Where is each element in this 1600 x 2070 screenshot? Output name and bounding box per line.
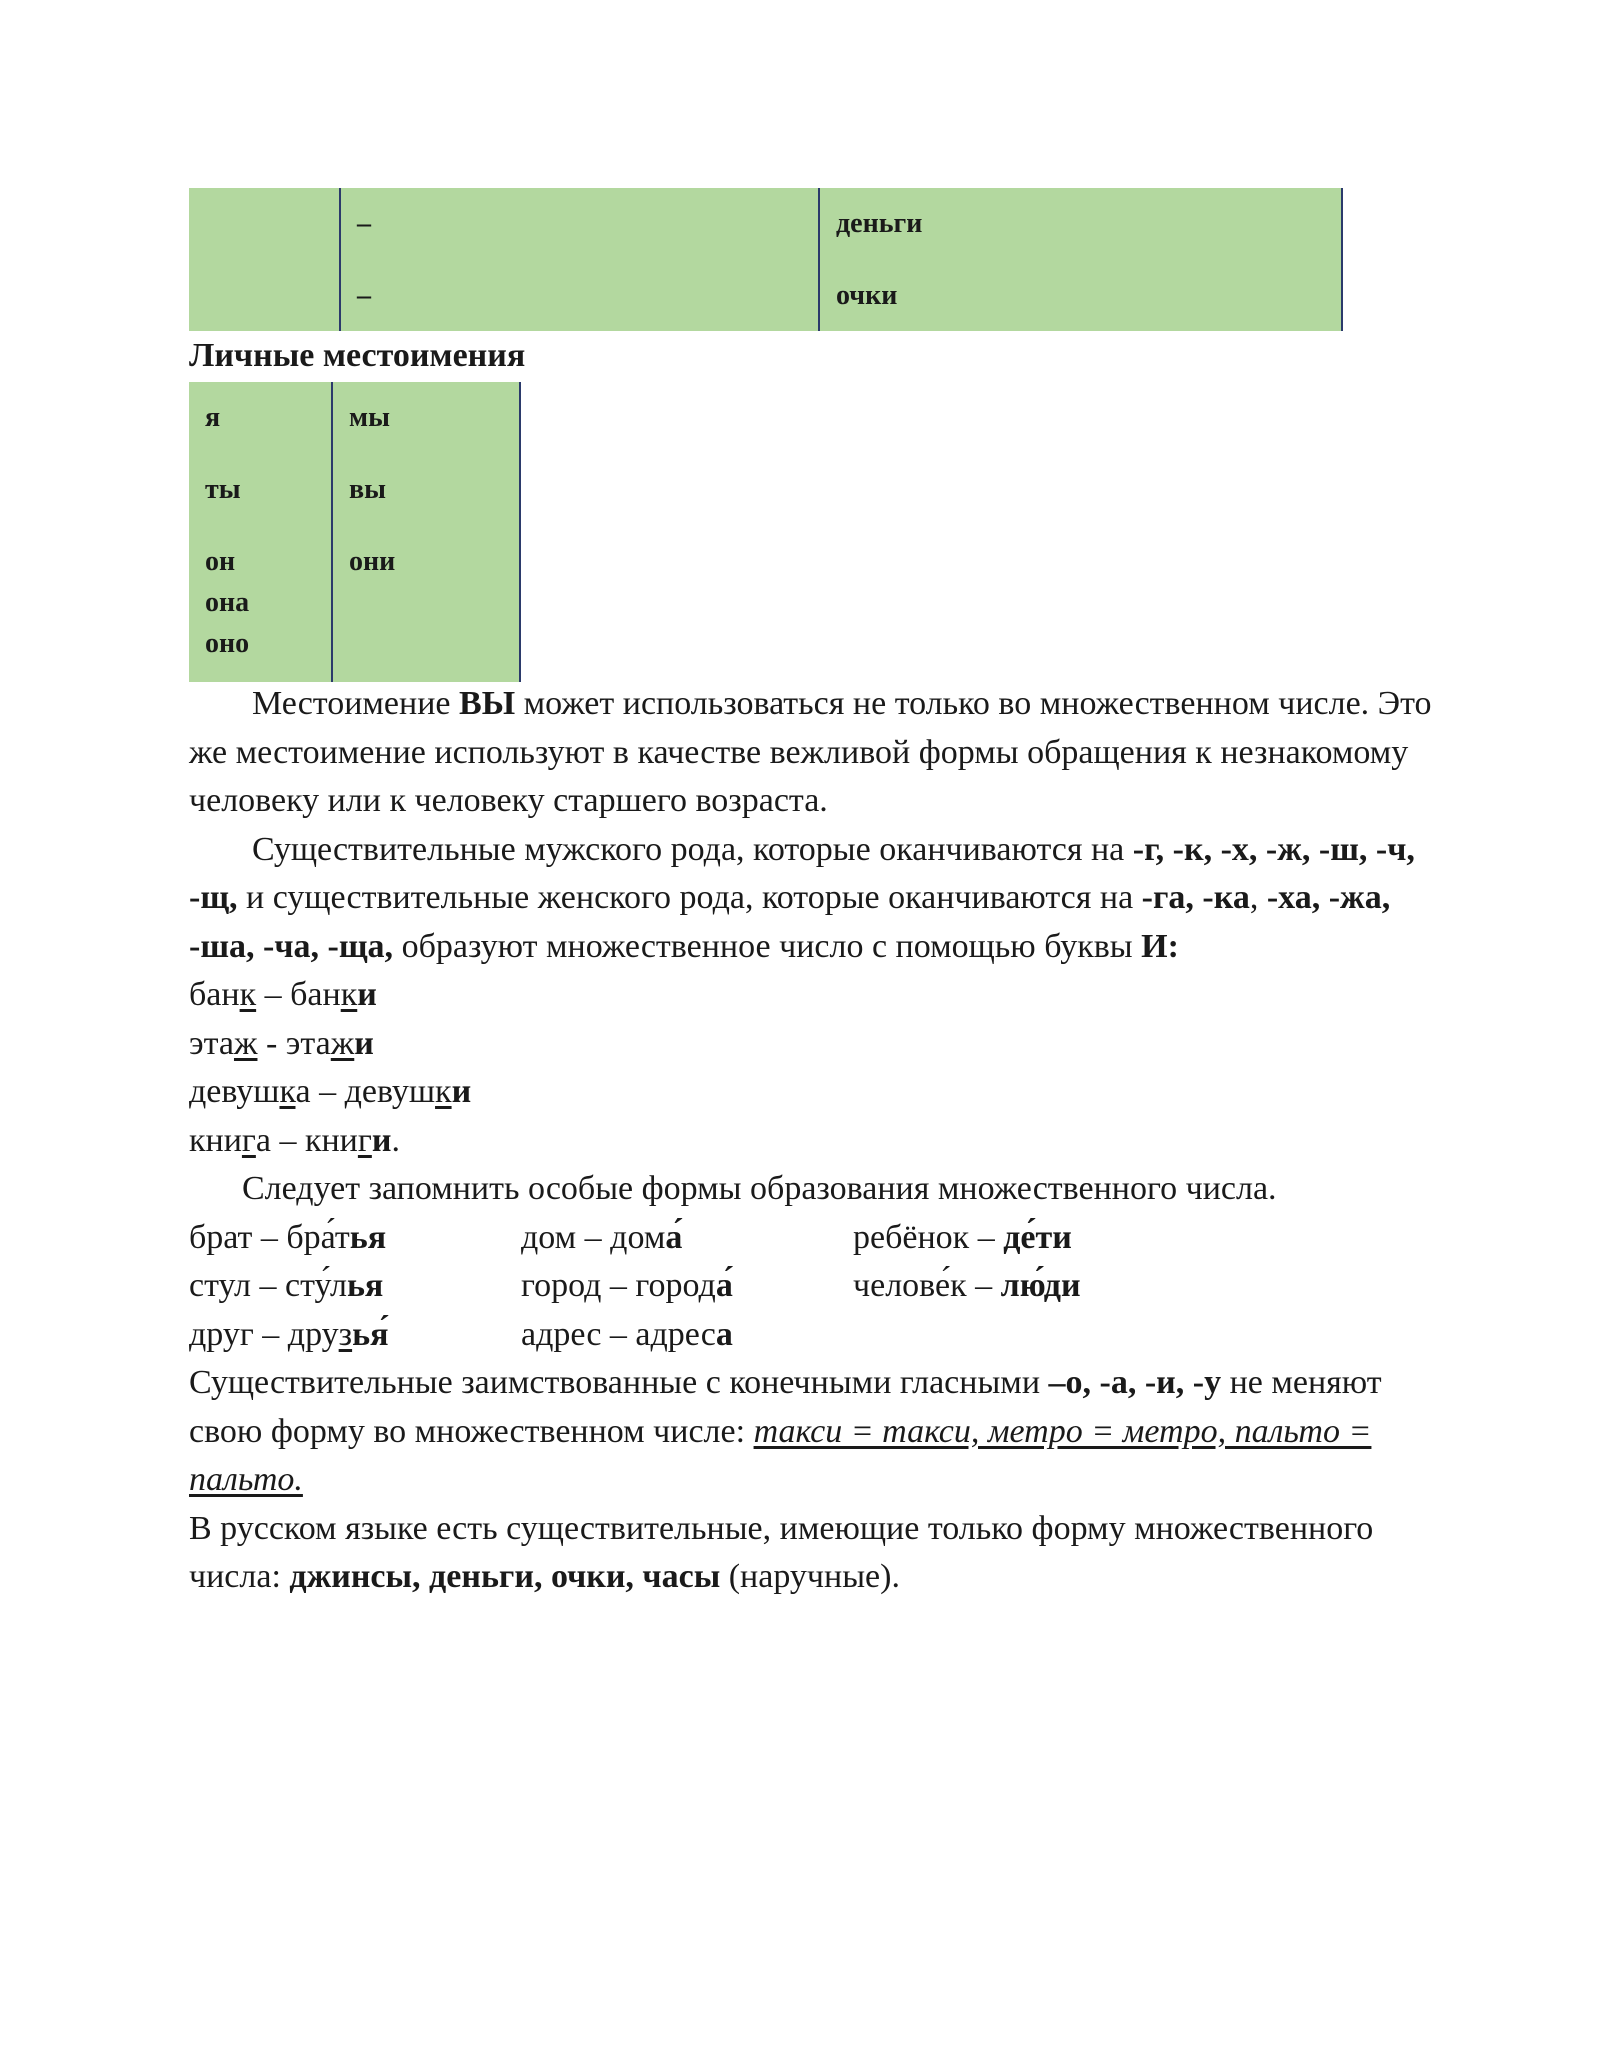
pronoun: она: [205, 587, 250, 618]
pronouns-heading: Личные местоимения: [189, 337, 526, 374]
special-pair: адрес – адреса: [521, 1315, 733, 1353]
word: деньги: [836, 208, 923, 239]
special-row: [189, 1262, 1439, 1311]
pronoun: мы: [349, 402, 390, 433]
paragraph-vy: Местоимение ВЫ может использоваться не только во множественном числе. Это же местоимение используют в качестве вежливой формы обращения к незнакомому человеку или к человеку старшего возраста.: [189, 685, 1432, 819]
special-pair: стул – сту́лья: [189, 1267, 384, 1304]
special-pair: дом – дома́: [521, 1218, 683, 1256]
special-pair: друг – друзья́: [189, 1315, 389, 1353]
dash: –: [357, 280, 371, 311]
special-row: [189, 1311, 1439, 1360]
singular-column: [189, 382, 332, 682]
plural-column: [332, 382, 520, 682]
plural-only-table: [189, 188, 1343, 331]
special-pair: челове́к – лю́ди: [853, 1267, 1081, 1304]
special-pair: брат – бра́тья: [189, 1218, 387, 1256]
pronouns-table: [189, 382, 521, 682]
body-text: [189, 680, 1439, 1602]
word: очки: [836, 280, 898, 311]
pronoun: ты: [205, 474, 241, 505]
special-intro: Следует запомнить особые формы образования множественного числа.: [242, 1170, 1277, 1207]
empty-cell: [189, 188, 340, 331]
paragraph-loanwords: Существительные заимствованные с конечными гласными –о, -а, -и, -у не меняют свою форму во множественном числе: такси = такси, метро = метро, пальто = пальто.: [189, 1364, 1382, 1498]
example-line: этаж - этажи: [189, 1024, 374, 1062]
dash: –: [357, 208, 371, 239]
pronoun: я: [205, 402, 221, 433]
pronoun: они: [349, 546, 396, 577]
special-pair: город – города́: [521, 1267, 733, 1304]
example-line: книга – книги.: [189, 1121, 400, 1159]
example-line: банк – банки: [189, 976, 377, 1013]
pronoun: он: [205, 546, 236, 577]
dash-cell: [340, 188, 819, 331]
special-row: [189, 1214, 1439, 1263]
pronoun: оно: [205, 628, 250, 659]
example-line: девушка – девушки: [189, 1073, 472, 1110]
paragraph-plural-only: В русском языке есть существительные, имеющие только форму множественного числа: джинсы, деньги, очки, часы (наручные).: [189, 1509, 1374, 1595]
special-pair: ребёнок – де́ти: [853, 1218, 1072, 1256]
paragraph-rule: Существительные мужского рода, которые оканчиваются на -г, -к, -х, -ж, -ш, -ч, -щ, и существительные женского рода, которые оканчиваются на -га, -ка, -ха, -жа, -ша, -ча, -ща, образуют множественное число с помощью буквы И:: [189, 830, 1415, 965]
pronoun: вы: [349, 474, 386, 505]
word-cell: [819, 188, 1342, 331]
